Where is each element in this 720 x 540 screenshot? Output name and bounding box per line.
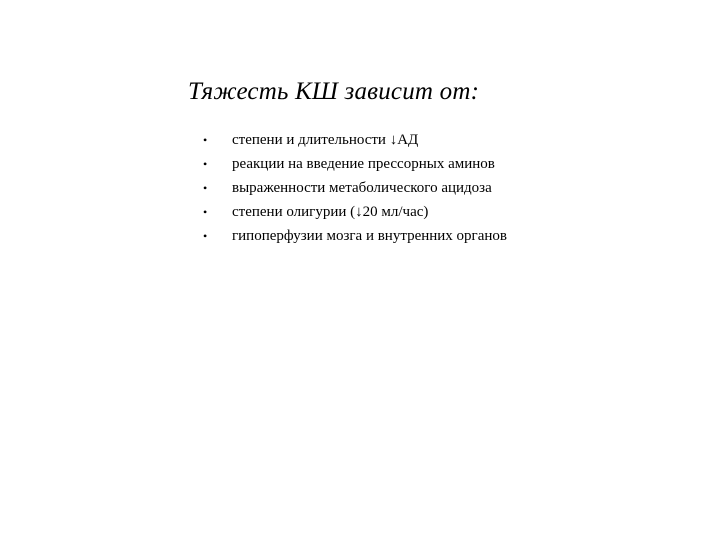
bullet-icon: • [203,181,208,195]
list-item-text: степени и длительности ↓АД [232,132,419,148]
bullet-icon: • [203,229,208,243]
bullet-icon: • [203,133,208,147]
bullet-icon: • [203,157,208,171]
list-item-text: реакции на введение прессорных аминов [232,156,495,172]
list-item-text: выраженности метаболического ацидоза [232,180,492,196]
bullet-icon: • [203,205,208,219]
list-item-text: гипоперфузии мозга и внутренних органов [232,228,507,244]
slide-title: Тяжесть КШ зависит от: [188,78,480,105]
list-item-text: степени олигурии (↓20 мл/час) [232,204,429,220]
